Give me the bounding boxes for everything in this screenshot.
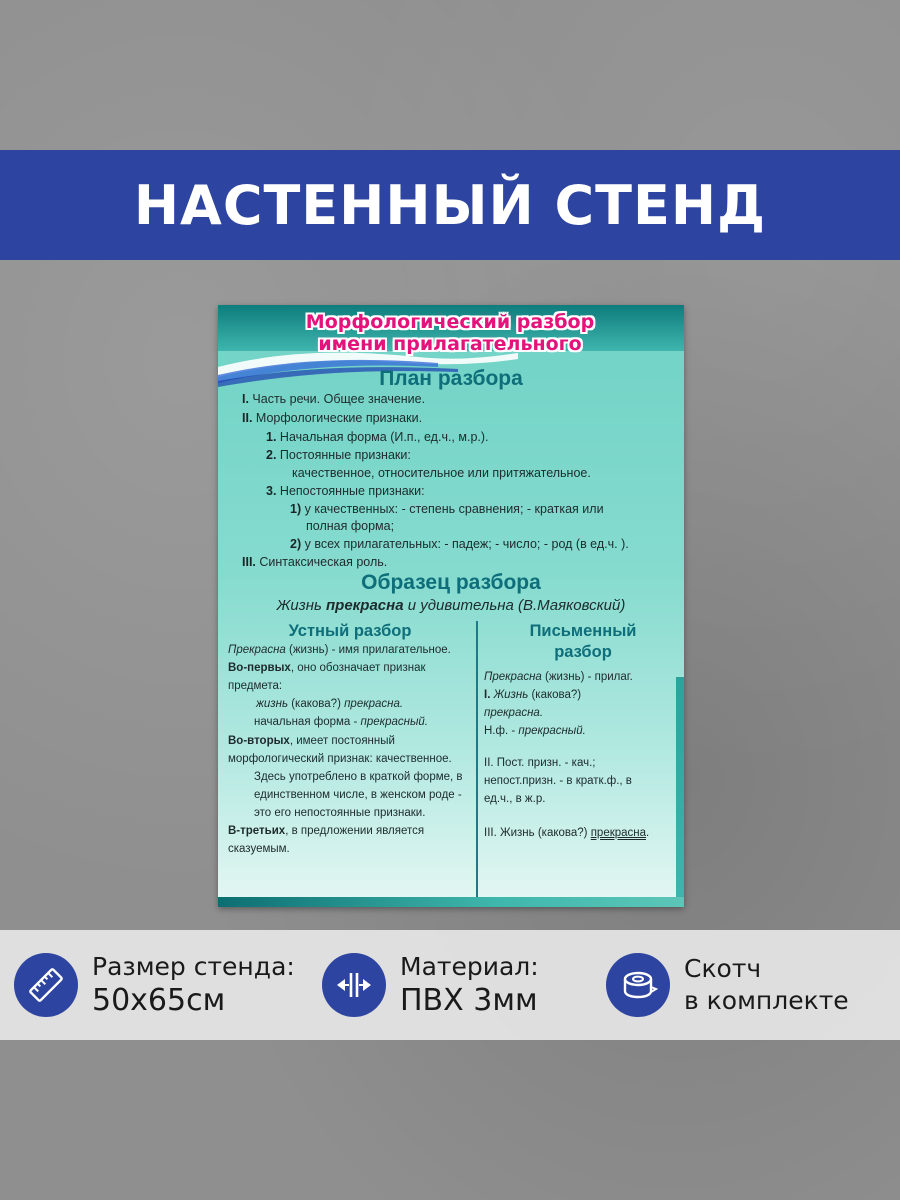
tape-info [606, 930, 849, 1040]
written-line: Н.ф. - прекрасный. [484, 725, 586, 737]
written-line: Прекрасна (жизнь) - прилаг. [484, 671, 633, 683]
oral-line: единственном числе, в женском роде - [254, 789, 462, 801]
oral-line: В-третьих, в предложении является [228, 825, 425, 837]
plan-item: 1. Начальная форма (И.п., ед.ч., м.р.). [266, 430, 489, 444]
info-strip [0, 930, 900, 1040]
oral-line: начальная форма - прекрасный. [254, 716, 429, 728]
right-accent-bar [676, 677, 684, 907]
tape-roll-icon [606, 953, 670, 1017]
written-line: I. Жизнь (какова?) [484, 689, 582, 701]
plan-item: 2) у всех прилагательных: - падеж; - число; - род (в ед.ч. ). [290, 537, 629, 551]
material-info [322, 930, 539, 1040]
sample-heading: Образец разбора [361, 571, 541, 594]
written-line: II. Пост. призн. - кач.; [484, 757, 596, 769]
plan-item: 2. Постоянные признаки: [266, 448, 411, 462]
material-label: Материал: [400, 952, 539, 981]
poster-bottom-band [218, 897, 684, 907]
plan-item: полная форма; [306, 519, 395, 533]
oral-line: Здесь употреблено в краткой форме, в [254, 771, 463, 783]
sample-sentence: Жизнь прекрасна и удивительна (В.Маяковский) [276, 597, 626, 614]
size-label: Размер стенда: [92, 952, 295, 981]
tape-line1: Скотч [684, 954, 762, 983]
oral-line: предмета: [228, 680, 283, 692]
plan-item: III. Синтаксическая роль. [242, 555, 388, 569]
oral-line: Прекрасна (жизнь) - имя прилагательное. [228, 644, 451, 656]
written-line: непост.призн. - в кратк.ф., в [484, 775, 632, 787]
column-divider [476, 621, 478, 897]
plan-item: 3. Непостоянные признаки: [266, 484, 425, 498]
plan-item: I. Часть речи. Общее значение. [242, 392, 426, 406]
oral-heading: Устный разбор [288, 622, 412, 640]
written-heading: Письменный разбор [529, 622, 637, 661]
plan-item: II. Морфологические признаки. [242, 411, 423, 425]
oral-line: сказуемым. [228, 843, 290, 855]
poster-title [290, 311, 610, 355]
written-line: прекрасна. [484, 707, 544, 719]
plan-item: 1) у качественных: - степень сравнения; - краткая или [290, 502, 604, 516]
oral-line: Во-первых, оно обозначает признак [228, 662, 426, 674]
compress-icon [322, 953, 386, 1017]
written-line: ед.ч., в ж.р. [484, 793, 546, 805]
oral-line: жизнь (какова?) прекрасна. [256, 698, 404, 710]
oral-line: Во-вторых, имеет постоянный [228, 735, 395, 747]
poster-title-line1: Морфологический разбор [305, 311, 595, 333]
banner-title: НАСТЕННЫЙ СТЕНД [133, 173, 767, 237]
plan-heading: План разбора [379, 367, 523, 390]
size-info [14, 930, 295, 1040]
poster-title-line2: имени прилагательного [318, 333, 582, 355]
poster [218, 305, 684, 907]
header-banner [0, 150, 900, 260]
plan-item: качественное, относительное или притяжательное. [292, 466, 591, 480]
oral-line: морфологический признак: качественное. [228, 753, 452, 765]
written-line: III. Жизнь (какова?) прекрасна. [484, 827, 650, 839]
oral-line: это его непостоянные признаки. [254, 807, 426, 819]
ruler-icon [14, 953, 78, 1017]
size-value: 50х65см [92, 983, 226, 1018]
tape-line2: в комплекте [684, 986, 849, 1015]
material-value: ПВХ 3мм [400, 983, 538, 1018]
